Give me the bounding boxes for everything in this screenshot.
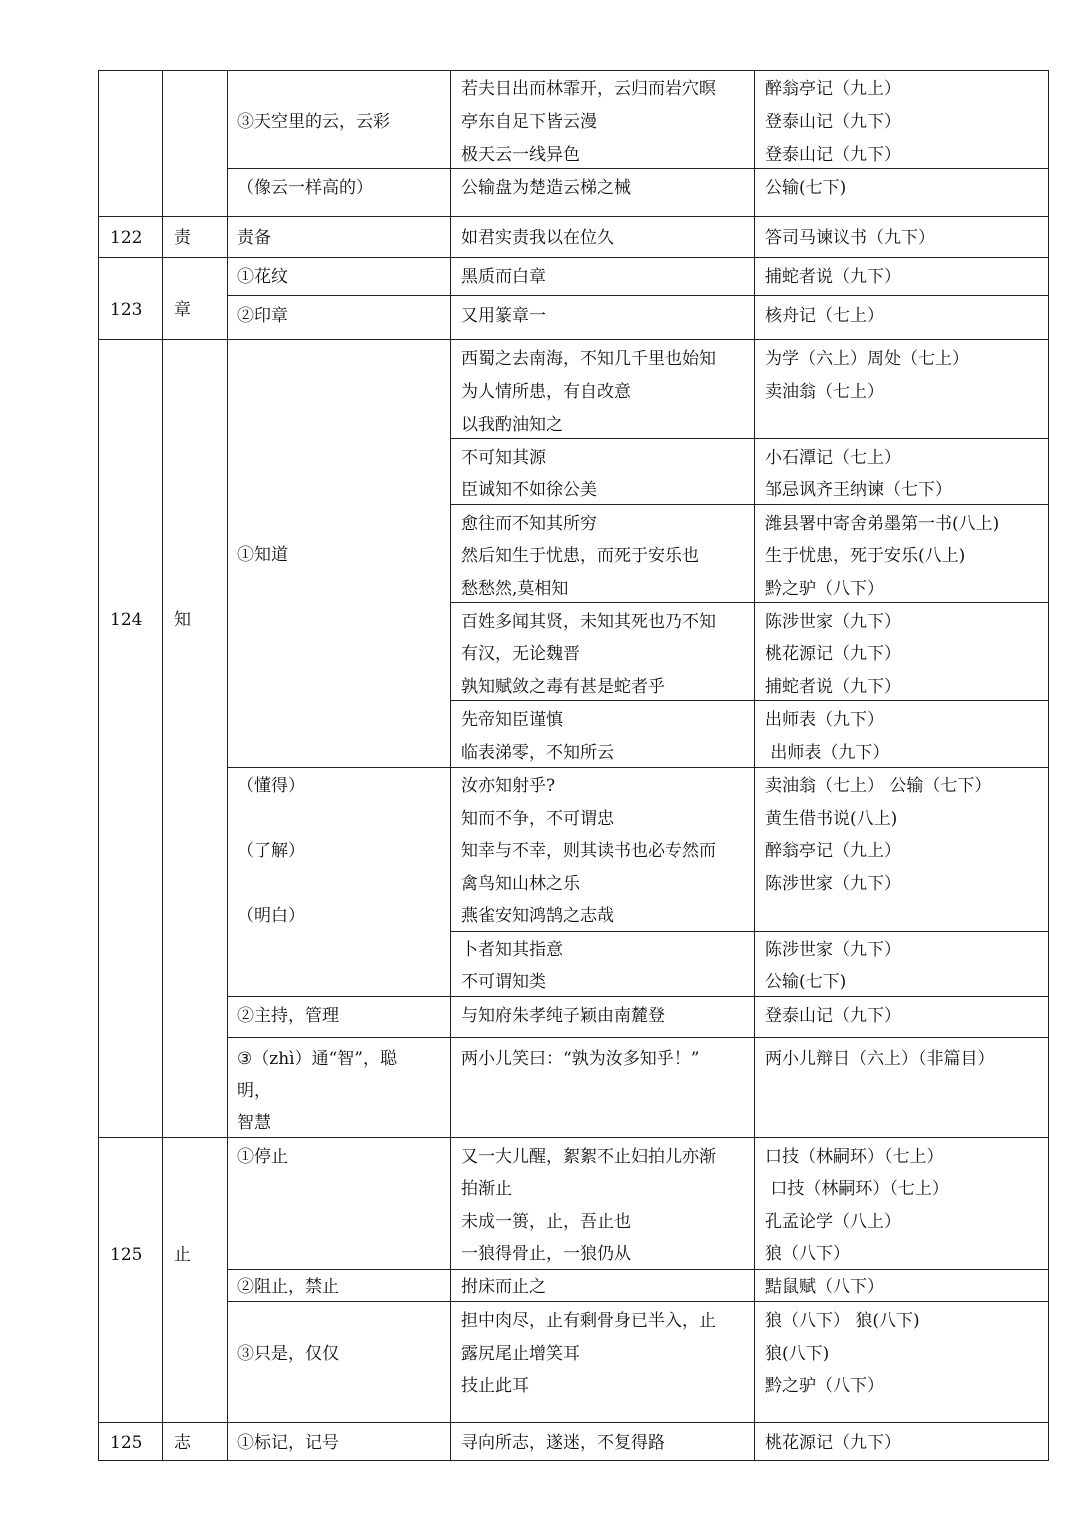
table-rule [227,1301,1049,1302]
source-text: 出师表（九下） [765,743,890,763]
meaning-cell: ①花纹 [237,267,288,287]
source-text: 登泰山记（九下） [765,112,901,132]
source-text: 陈涉世家（九下） [765,612,901,632]
table-rule [98,216,1049,217]
meaning-cell: ③（zhì）通“智”，聪 [237,1049,397,1069]
meaning-cell: （像云一样高的） [237,178,373,198]
entry-number: 125 [110,1433,143,1453]
entry-character: 志 [174,1433,191,1453]
table-rule [450,602,1049,603]
example-sentence: 黑质而白章 [461,267,546,287]
source-text: 醉翁亭记（九上） [765,79,901,99]
example-sentence: 愁愁然,莫相知 [461,579,569,599]
meaning-cell: （了解） [237,841,305,861]
example-sentence: 公输盘为楚造云梯之械 [461,178,631,198]
source-text: 黄生借书说(八上) [765,809,898,829]
source-text: 口技（林嗣环）（七上） [765,1147,944,1167]
meaning-cell: ①停止 [237,1147,288,1167]
example-sentence: 又一大儿醒，絮絮不止妇拍儿亦渐 [461,1147,716,1167]
table-rule [98,1460,1049,1461]
source-text: 狼（八下） [765,1244,850,1264]
example-sentence: 拍渐止 [461,1179,512,1199]
entry-character: 责 [174,228,191,248]
source-text: 黔之驴（八下） [765,579,884,599]
entry-number: 123 [110,300,143,320]
source-text: 桃花源记（九下） [765,644,901,664]
source-text: 狼(八下) [765,1344,830,1364]
example-sentence: 然后知生于忧患，而死于安乐也 [461,546,699,566]
meaning-cell: ③天空里的云，云彩 [237,112,390,132]
source-text: 陈涉世家（九下） [765,940,901,960]
example-sentence: 不可知其源 [461,448,546,468]
table-rule [98,339,1049,340]
source-text: 捕蛇者说（九下） [765,267,901,287]
source-text: 黔之驴（八下） [765,1376,884,1396]
table-rule [227,1269,1049,1270]
entry-character: 知 [174,610,191,630]
example-sentence: 担中肉尽，止有剩骨身已半入，止 [461,1311,716,1331]
table-rule [1048,70,1049,1461]
example-sentence: 未成一篑，止，吾止也 [461,1212,631,1232]
table-rule [98,70,1049,71]
meaning-cell: （明白） [237,906,305,926]
meaning-cell: ③只是，仅仅 [237,1344,339,1364]
source-text: 登泰山记（九下） [765,145,901,165]
source-text: 口技（林嗣环）（七上） [765,1179,949,1199]
source-text: 公输(七下) [765,972,847,992]
example-sentence: 露尻尾止增笑耳 [461,1344,580,1364]
source-text: 小石潭记（七上） [765,448,901,468]
meaning-cell: 明， [237,1081,271,1101]
example-sentence: 与知府朱孝纯子颖由南麓登 [461,1006,665,1026]
table-rule [227,168,1049,169]
example-sentence: 燕雀安知鸿鹄之志哉 [461,906,614,926]
source-text: 邹忌讽齐王纳谏（七下） [765,480,952,500]
meaning-cell: ②主持，管理 [237,1006,339,1026]
table-rule [227,70,228,1461]
source-text: 公输(七下) [765,178,847,198]
example-sentence: 西蜀之去南海，不知几千里也始知 [461,349,716,369]
meaning-cell: ②阻止，禁止 [237,1277,339,1297]
meaning-cell: 责备 [237,228,271,248]
source-text: 孔孟论学（八上） [765,1212,901,1232]
table-rule [98,70,99,1461]
source-text: 两小儿辩日（六上）（非篇目） [765,1049,995,1069]
example-sentence: 知而不争，不可谓忠 [461,809,614,829]
meaning-cell: ①知道 [237,545,288,565]
source-text: 醉翁亭记（九上） [765,841,901,861]
table-rule [98,257,1049,258]
table-rule [450,504,1049,505]
entry-number: 122 [110,228,143,248]
example-sentence: 有汉，无论魏晋 [461,644,580,664]
table-rule [754,70,755,1461]
source-text: 陈涉世家（九下） [765,874,901,894]
source-text: 答司马谏议书（九下） [765,228,935,248]
meaning-cell: 智慧 [237,1113,271,1133]
meaning-cell: ①标记，记号 [237,1433,339,1453]
entry-number: 124 [110,610,143,630]
example-sentence: 百姓多闻其贤，未知其死也乃不知 [461,612,716,632]
source-text: 桃花源记（九下） [765,1433,901,1453]
table-rule [227,295,1049,296]
table-rule [162,70,163,1461]
table-rule [227,1037,1049,1038]
entry-character: 章 [174,300,191,320]
example-sentence: 先帝知臣谨慎 [461,710,563,730]
example-sentence: 技止此耳 [461,1376,529,1396]
example-sentence: 两小儿笑曰：“孰为汝多知乎！” [461,1049,700,1069]
example-sentence: 临表涕零，不知所云 [461,743,614,763]
meaning-cell: （懂得） [237,776,305,796]
source-text: 出师表（九下） [765,710,884,730]
example-sentence: 亭东自足下皆云漫 [461,112,597,132]
table-rule [450,700,1049,701]
table-rule [450,438,1049,439]
table-rule [450,931,1049,932]
example-sentence: 汝亦知射乎? [461,776,556,796]
table-rule [227,767,1049,768]
example-sentence: 又用篆章一 [461,306,546,326]
example-sentence: 若夫日出而林霏开，云归而岩穴暝 [461,79,716,99]
source-text: 狼（八下） 狼(八下) [765,1311,920,1331]
example-sentence: 一狼得骨止，一狼仍从 [461,1244,631,1264]
example-sentence: 寻向所志，遂迷，不复得路 [461,1433,665,1453]
table-rule [227,996,1049,997]
example-sentence: 为人情所患，有自改意 [461,382,631,402]
source-text: 生于忧患，死于安乐(八上) [765,546,966,566]
source-text: 核舟记（七上） [765,306,884,326]
meaning-cell: ②印章 [237,306,288,326]
example-sentence: 卜者知其指意 [461,940,563,960]
table-rule [98,1137,1049,1138]
example-sentence: 不可谓知类 [461,972,546,992]
source-text: 卖油翁（七上） 公输（七下） [765,776,992,796]
example-sentence: 极天云一线异色 [461,145,580,165]
table-rule [98,1422,1049,1423]
source-text: 登泰山记（九下） [765,1006,901,1026]
entry-number: 125 [110,1245,143,1265]
source-text: 黠鼠赋（八下） [765,1277,884,1297]
example-sentence: 禽鸟知山林之乐 [461,874,580,894]
example-sentence: 以我酌油知之 [461,415,563,435]
entry-character: 止 [174,1245,191,1265]
example-sentence: 拊床而止之 [461,1277,546,1297]
example-sentence: 如君实责我以在位久 [461,228,614,248]
table-rule [450,70,451,1461]
example-sentence: 臣诚知不如徐公美 [461,480,597,500]
source-text: 潍县署中寄舍弟墨第一书(八上) [765,514,1000,534]
example-sentence: 孰知赋敛之毒有甚是蛇者乎 [461,677,665,697]
example-sentence: 愈往而不知其所穷 [461,514,597,534]
source-text: 为学（六上）周处（七上） [765,349,969,369]
source-text: 捕蛇者说（九下） [765,677,901,697]
example-sentence: 知幸与不幸，则其读书也必专然而 [461,841,716,861]
source-text: 卖油翁（七上） [765,382,884,402]
